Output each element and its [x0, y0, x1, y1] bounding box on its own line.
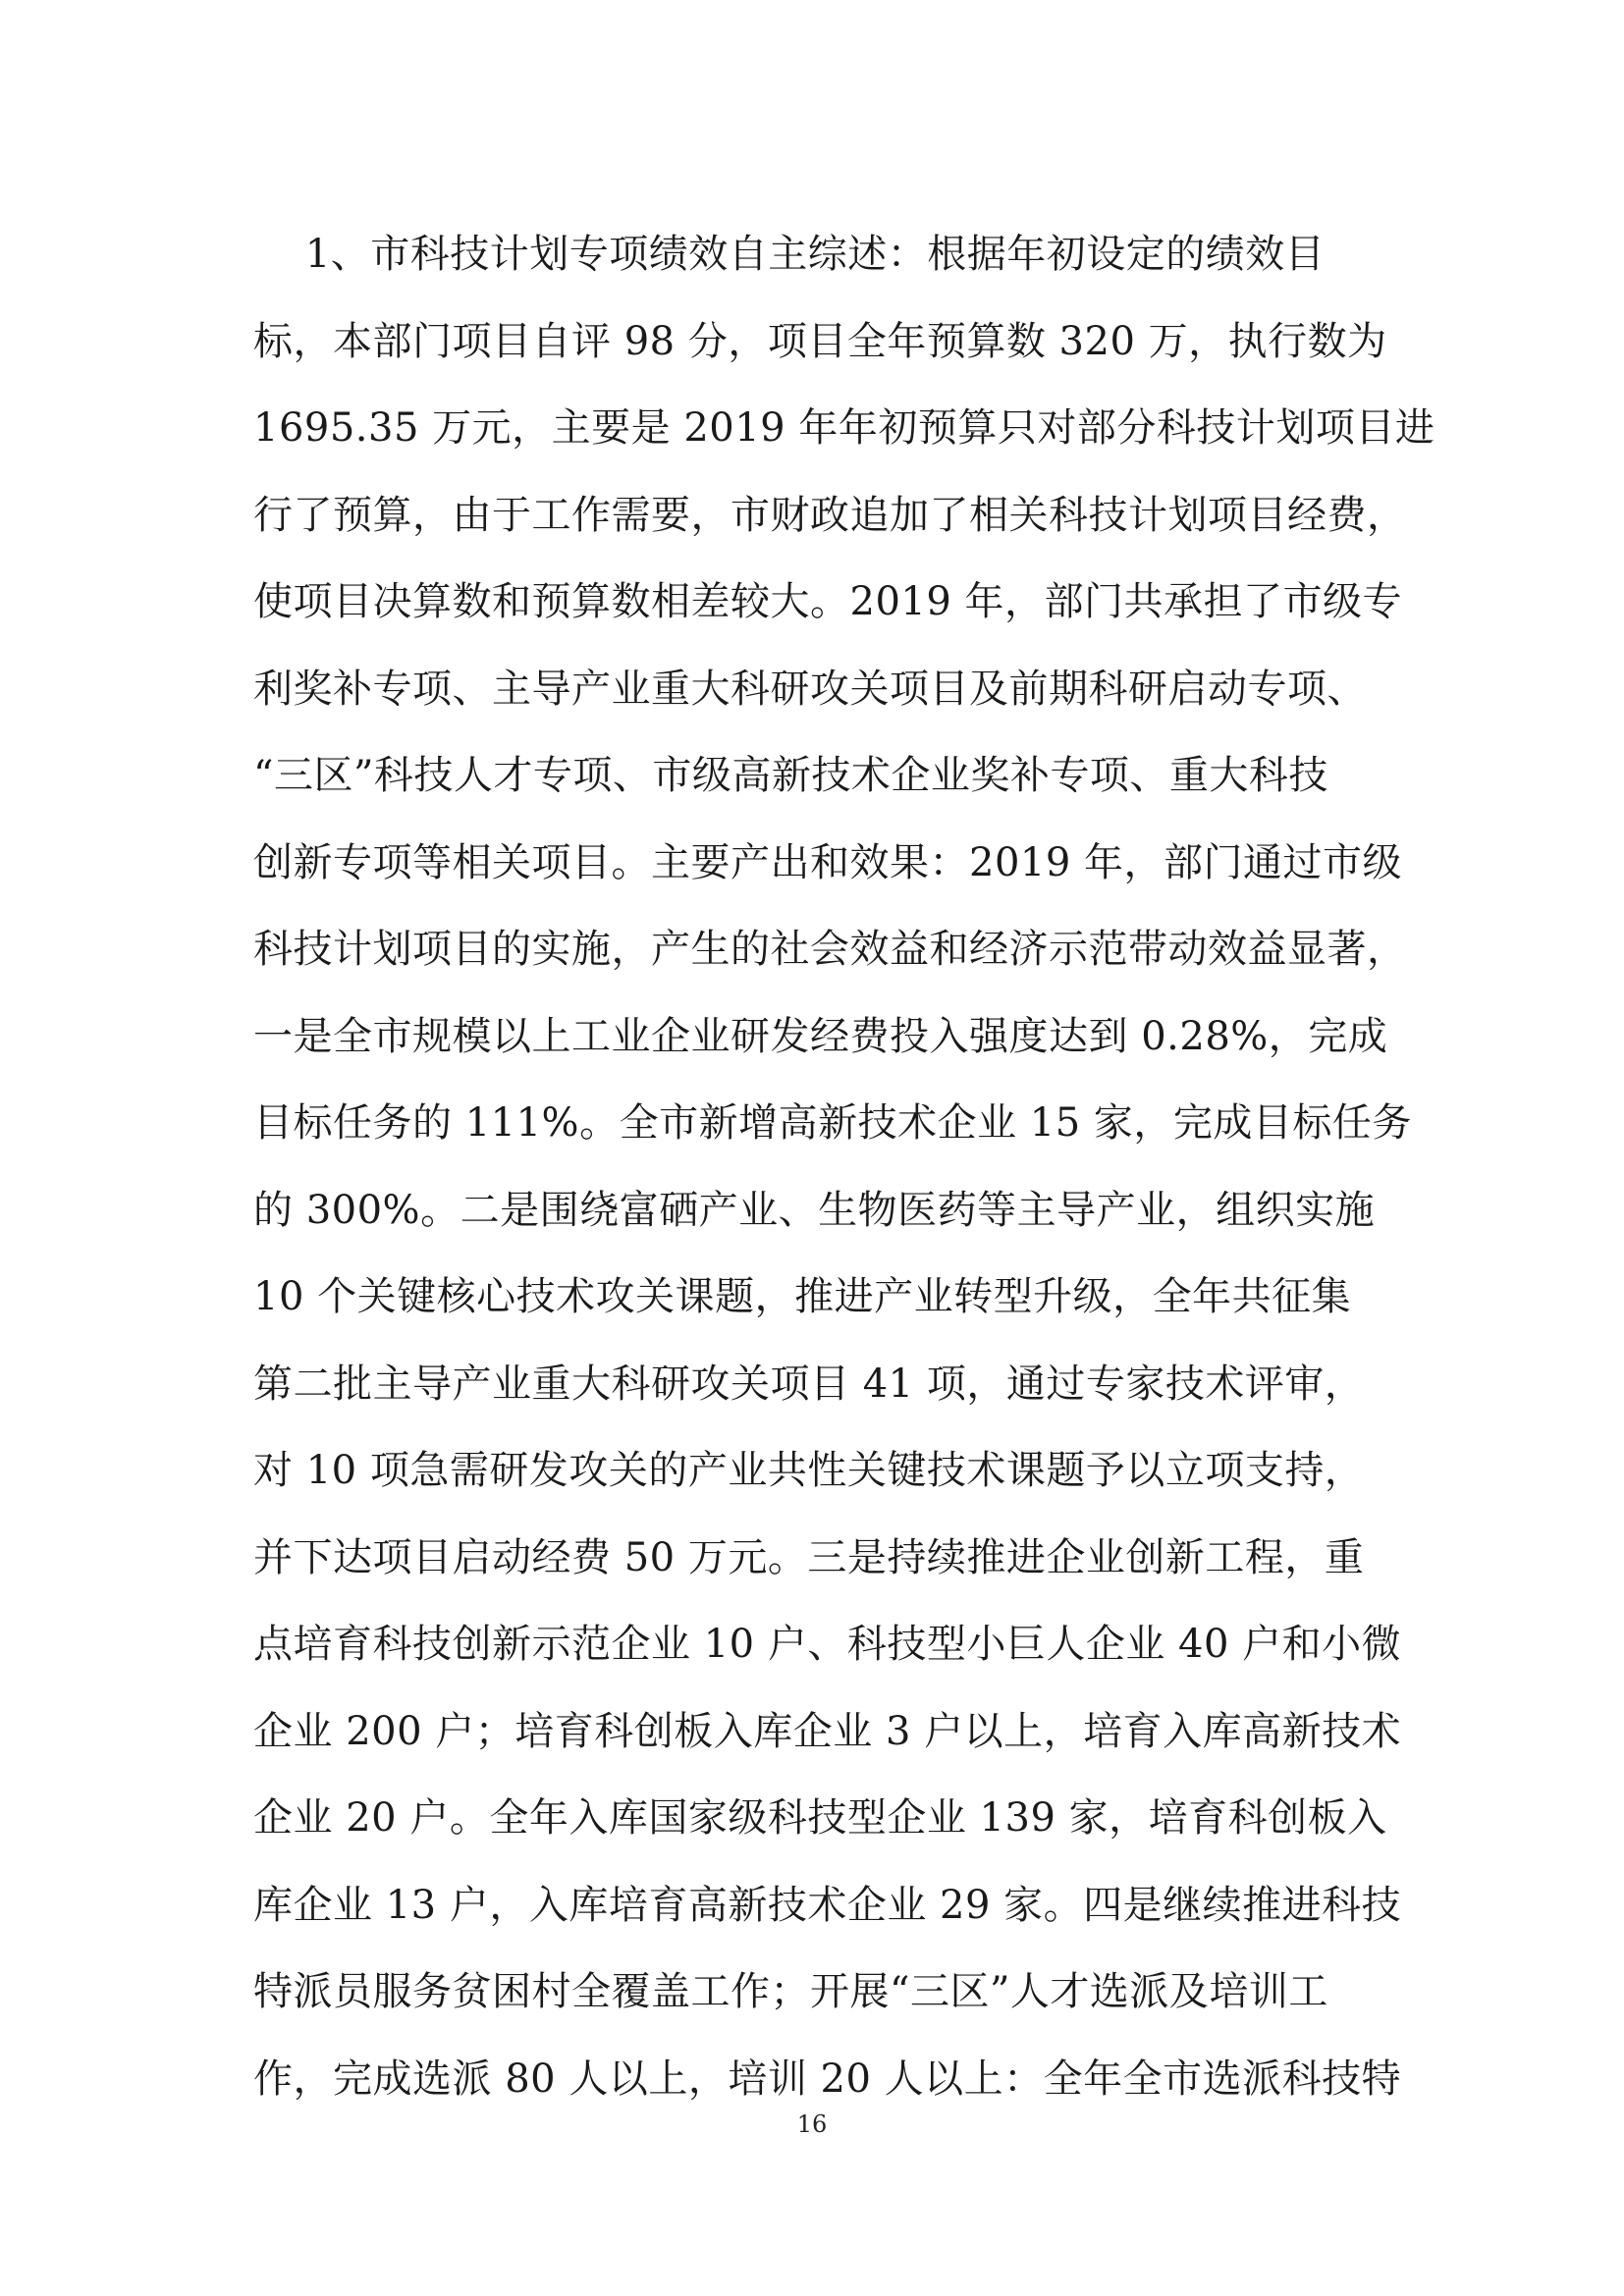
text-line: 库企业 13 户，入库培育高新技术企业 29 家。四是继续推进科技 — [253, 1882, 1402, 1928]
text-line: 点培育科技创新示范企业 10 户、科技型小巨人企业 40 户和小微 — [253, 1622, 1402, 1667]
text-line: 特派员服务贫困村全覆盖工作；开展“三区”人才选派及培训工 — [253, 1969, 1328, 2014]
text-line: 一是全市规模以上工业企业研发经费投入强度达到 0.28%，完成 — [253, 1013, 1388, 1059]
text-line: 1695.35 万元，主要是 2019 年年初预算只对部分科技计划项目进 — [253, 405, 1435, 451]
text-line: 10 个关键核心技术攻关课题，推进产业转型升级，全年共征集 — [253, 1274, 1352, 1319]
text-line: 目标任务的 111%。全市新增高新技术企业 15 家，完成目标任务 — [253, 1100, 1412, 1146]
text-line: 标，本部门项目自评 98 分，项目全年预算数 320 万，执行数为 — [253, 318, 1387, 364]
text-line: 企业 200 户；培育科创板入库企业 3 户以上，培育入库高新技术 — [253, 1708, 1402, 1754]
text-line: 第二批主导产业重大科研攻关项目 41 项，通过专家技术评审， — [253, 1361, 1365, 1407]
text-line: 并下达项目启动经费 50 万元。三是持续推进企业创新工程，重 — [253, 1534, 1365, 1580]
text-line: “三区”科技人才专项、市级高新技术企业奖补专项、重大科技 — [253, 753, 1328, 798]
text-line: 企业 20 户。全年入库国家级科技型企业 139 家，培育科创板入 — [253, 1795, 1387, 1841]
text-line: 行了预算，由于工作需要，市财政追加了相关科技计划项目经费， — [253, 492, 1407, 538]
text-line: 的 300%。二是围绕富硒产业、生物医药等主导产业，组织实施 — [253, 1187, 1376, 1233]
body-paragraph — [253, 211, 1435, 2122]
text-line: 作，完成选派 80 人以上，培训 20 人以上：全年全市选派科技特 — [253, 2056, 1402, 2102]
text-line: 使项目决算数和预算数相差较大。2019 年，部门共承担了市级专 — [253, 579, 1403, 624]
text-line: 对 10 项急需研发攻关的产业共性关键技术课题予以立项支持， — [253, 1448, 1365, 1493]
text-line: 利奖补专项、主导产业重大科研攻关项目及前期科研启动专项、 — [253, 666, 1367, 712]
text-line: 创新专项等相关项目。主要产出和效果：2019 年，部门通过市级 — [253, 839, 1403, 885]
text-line: 科技计划项目的实施，产生的社会效益和经济示范带动效益显著， — [253, 927, 1407, 972]
page-number: 16 — [796, 2110, 828, 2138]
text-line: 1、市科技计划专项绩效自主综述：根据年初设定的绩效目 — [253, 232, 1326, 277]
